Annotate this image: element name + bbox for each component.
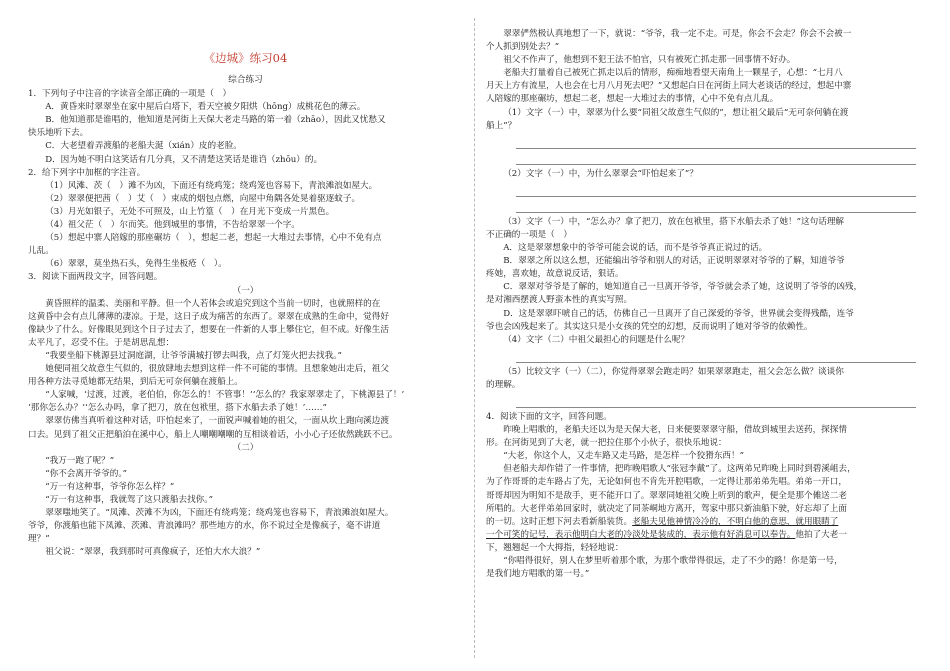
answer-line <box>516 184 916 197</box>
answer-line <box>516 136 916 149</box>
passage-line: 老船夫打量着自己被死亡抓走以后的情形，痴痴地看望天南角上一颗星子，心想：“七月八 <box>503 68 843 79</box>
passage-line: 昨晚上唱歌的，老船夫还以为是天保大老，日来便要翠翠守船，借故到城里去送药，探探情 <box>503 425 847 436</box>
passage-line: 祖父不作声了，他想到不犯王法不怕官，只有被死亡抓走那一回事情不好办。 <box>503 55 796 66</box>
passage-line: “万一有这种事，爷爷你怎么样？” <box>45 481 175 492</box>
passage-line: 所唱的。大老伴弟弟回家时，就决定了同茶峒地方离开，驾家中那只新油船下驶，好忘却了上面 <box>486 503 847 514</box>
page-title: 《边城》练习04 <box>203 51 288 65</box>
answer-line <box>516 395 916 408</box>
passage-line: 理？” <box>28 534 50 545</box>
q3-option-d-cont: 爷也会凶残起来了。其实这只是小女孩的凭空的幻想，反而说明了她对爷爷的依赖性。 <box>486 321 813 332</box>
q2-item: （1）风滩、茨（ ）滩不为凶，下面还有绕鸡笼；绕鸡笼也容易下，青浪滩浪如屋大。 <box>45 180 378 191</box>
q1-option-d: D．因为她不明白这笑话有几分真，又不清楚这笑话是谁诌（zhōu）的。 <box>45 154 323 165</box>
underlined-text: 老船夫见他神情冷冷的，不明白他的意思，就用眼睛了 <box>632 516 839 527</box>
q1-option-b-cont: 快乐地听下去。 <box>28 128 89 139</box>
passage-line: “你不会离开爷爷的。” <box>45 468 128 479</box>
q3-option-b: B．翠翠之所以这么想，还能编出爷爷和别人的对话，正说明翠翠对爷爷的了解，知道爷爷 <box>503 256 845 267</box>
q3-option-d: D．这是翠翠吓唬自己的话，仿佛自己一旦离开了自己深爱的爷爷，世界就会变得残酷，连爷 <box>503 308 854 319</box>
q3-option-b-cont: 疼她，喜欢她，故意说反话，狠话。 <box>486 269 624 280</box>
underlined-text: 一个可笑的记号，表示他明白大老的冷淡处是装成的，表示他有好消息可以奉告。 <box>486 529 796 540</box>
q2-item: （3）月光如银子，无处不可照及，山上竹篁（ ）在月光下变成一片黑色。 <box>45 206 335 217</box>
q3-option-c: C．翠翠对爷爷是了解的，她知道自己一旦离开爷爷，爷爷就会杀了她，这说明了爷爷的凶残， <box>503 282 863 293</box>
question-3-cont: 不正确的一项是（ ） <box>486 229 572 240</box>
passage-line: “万一有这种事，我就驾了这只渡船去找你。” <box>45 495 213 505</box>
passage-heading-1: （一） <box>232 285 259 296</box>
column-divider <box>474 18 475 658</box>
passage-line: 人陪嫁的那座碾坊，想起二老，想起一大堆过去的事情，心中不免有点儿乱。 <box>486 94 779 105</box>
passage-line: 用各种方法寻觅她都无结果，到后无可奈何躺在渡船上。 <box>28 377 243 388</box>
q1-stem: 1．下列句子中注音的字读音全部正确的一项是（ ） <box>28 89 232 100</box>
passage-line: “大老，你这个人，又走车路又走马路，是怎样一个狡猾东西！” <box>503 451 745 462</box>
right-column <box>486 28 922 581</box>
q2-item-cont: 儿乱。 <box>28 246 54 257</box>
passage-line: “你唱得很好，别人在梦里听着那个歌，为那个歌带得很远，走了不少的路！你是第一号， <box>503 556 843 566</box>
question-3: （3）文字（一）中，“怎么办？拿了把刀，放在包袱里，搭下水船去杀了她！”这句话理解 <box>503 216 845 227</box>
q3-option-c-cont: 是对湘西摆渡人野蛮本性的真实写照。 <box>486 295 633 306</box>
answer-line <box>516 152 916 165</box>
passage-line: 是我们地方唱歌的第一号。” <box>486 569 590 580</box>
question-5: （5）比较文字（一）（二），你觉得翠翠会跑走吗？如果翠翠跑走，祖父会怎么做？谈谈你 <box>503 366 844 377</box>
passage-text: 他拍了大老一 <box>795 529 847 540</box>
passage-line: 翠翠仿佛当真听着这种对话，吓怕起来了，一面锐声喊着她的祖父，一面从坎上跑向溪边渡 <box>45 416 389 427</box>
q4-stem: 4．阅读下面的文字，回答问题。 <box>486 411 612 422</box>
passage-line: 但老船夫却作错了一件事情，把昨晚唱歌人“张冠李戴”了。这两弟兄昨晚上同时到碧溪岨去， <box>503 464 856 475</box>
left-column <box>28 28 463 559</box>
q1-option-b: B．他知道那是谁唱的，他知道是河街上天保大老走马路的第一着（zhāo），因此又忧愁又 <box>45 115 386 126</box>
passage-line: 她便同祖父故意生气似的，很放肆地去想到这样一件不可能的事情。且想象她出走后，祖父 <box>45 364 389 375</box>
passage-line: 口去。见到了祖父正把船泊在溪中心，船上人嘲嘲嘲嘲的互相谈着话，小小心子还依然跳跃不已。 <box>28 429 398 440</box>
q3-stem: 3．阅读下面两段文字，回答问题。 <box>28 272 163 283</box>
passage-line: 太平凡了，忍受不住。于是胡思乱想： <box>28 337 175 348</box>
passage-line: 哥哥却因为明知不是敌手，更不能开口了。翠翠同她祖父晚上听到的歌声，便全是那个傩送二老 <box>486 490 847 501</box>
passage-line: 这黄昏中会有点儿薄薄的凄凉。于是，这日子成为痛苦的东西了。翠翠在成熟的生命中，觉得好 <box>28 311 389 322</box>
q3-option-a: A．这是翠翠想象中的爷爷可能会说的话，而不是爷爷真正说过的话。 <box>503 243 768 254</box>
passage-heading-2: （二） <box>232 442 259 453</box>
passage-line: 翠翠俨然极认真地想了一下，就说：“爷爷，我一定不走。可是，你会不会走？你会不会被一 <box>503 29 852 39</box>
question-4: （4）文字（二）中祖父最担心的问题是什么呢？ <box>503 334 690 345</box>
q1-option-c: C．大老望着弄渡船的老船夫涎（xián）皮的老脸。 <box>45 141 242 152</box>
answer-line <box>516 350 916 363</box>
passage-line: 像缺少了什么。好像眼见到这个日子过去了，想要在一件新的人事上攀住它，但不成。好像生活 <box>28 324 389 335</box>
passage-line: “我要坐船下桃源县过洞庭湖，让爷爷满城打锣去叫我，点了灯笼火把去找我。” <box>45 350 342 361</box>
q2-item: （4）祖父茫（ ）尔而笑。他到城里的事情，不告给翠翠一个字。 <box>45 220 300 231</box>
q2-item: （5）想起中寨人陪嫁的那座碾坊（ ），想起二老，想起一大堆过去事情，心中不免有点 <box>45 233 382 244</box>
question-1-cont: 船上”？ <box>486 120 517 131</box>
passage-line: 祖父说：“翠翠，我到那时可真像疯子，还怕大水大浪？” <box>45 547 261 558</box>
passage-line: 爷爷，你渡船也能下凤滩、茨滩、青浪滩吗？那些地方的水，你不说过全是像疯子，毫不讲道 <box>28 521 381 532</box>
q2-item: （2）翠翠便把茜（ ）艾（ ）束成的烟包点燃，向屋中角隅各处晃着驱逐蚊子。 <box>45 193 361 204</box>
passage-line: 下，翘翘起一个大拇指，轻轻地说： <box>486 542 624 553</box>
question-2: （2）文字（一）中，为什么翠翠会“吓怕起来了”？ <box>503 168 698 179</box>
passage-line: 个人抓到别处去？” <box>486 42 560 53</box>
passage-line: 黄昏照样的温柔、美丽和平静。但一个人若体会或追究到这个当前一切时，也就照样的在 <box>45 298 381 309</box>
q2-item: （6）翠翠，莫坐热石头，免得生坐板疮（ ）。 <box>45 259 227 270</box>
passage-line: 形。在河街见到了大老，就一把拉住那个小伙子，很快乐地说： <box>486 438 727 449</box>
q1-option-a: A．黄昏来时翠翠坐在家中屋后白塔下，看天空被夕阳烘（hōng）成桃花色的薄云。 <box>45 102 366 113</box>
passage-line: “我万一跑了呢？” <box>45 455 115 466</box>
passage-line: 翠翠嗤地笑了。“凤滩、茨滩不为凶，下面还有绕鸡笼；绕鸡笼也容易下，青浪滩浪如屋大。 <box>45 508 394 519</box>
passage-line: 为了作哥哥的走车路占了先，无论如何也不肯先开腔唱歌，一定得让那弟弟先唱。弟弟一开口， <box>486 477 847 488</box>
q2-stem: 2．给下列字中加框的字注音。 <box>28 167 146 178</box>
question-1: （1）文字（一）中，翠翠为什么要“同祖父故意生气似的”，想让祖父最后“无可奈何躺在渡 <box>503 107 849 118</box>
passage-line: 的一切。这时正想下河去看新船装货。老船夫见他神情冷冷的，不明白他的意思，就用眼睛了 <box>486 516 839 527</box>
passage-line: ‘那你怎么办？’‘怎么办吗，拿了把刀，放在包袱里，搭下水船去杀了她！’……” <box>28 403 327 414</box>
passage-line: “人家喊，‘过渡，过渡，老伯伯，你怎么的！不管事！’‘怎么的？我家翠翠走了，下桃源县了！’ <box>45 390 405 401</box>
passage-line <box>486 529 922 542</box>
answer-line <box>516 200 916 213</box>
question-5-cont: 的理解。 <box>486 379 521 390</box>
passage-line: 月天上方有流星，人也会在七月八月死去吧？”又想起白日在河街上同大老谈话的经过，想起中寨 <box>486 81 852 92</box>
section-subtitle: 综合练习 <box>228 75 263 85</box>
